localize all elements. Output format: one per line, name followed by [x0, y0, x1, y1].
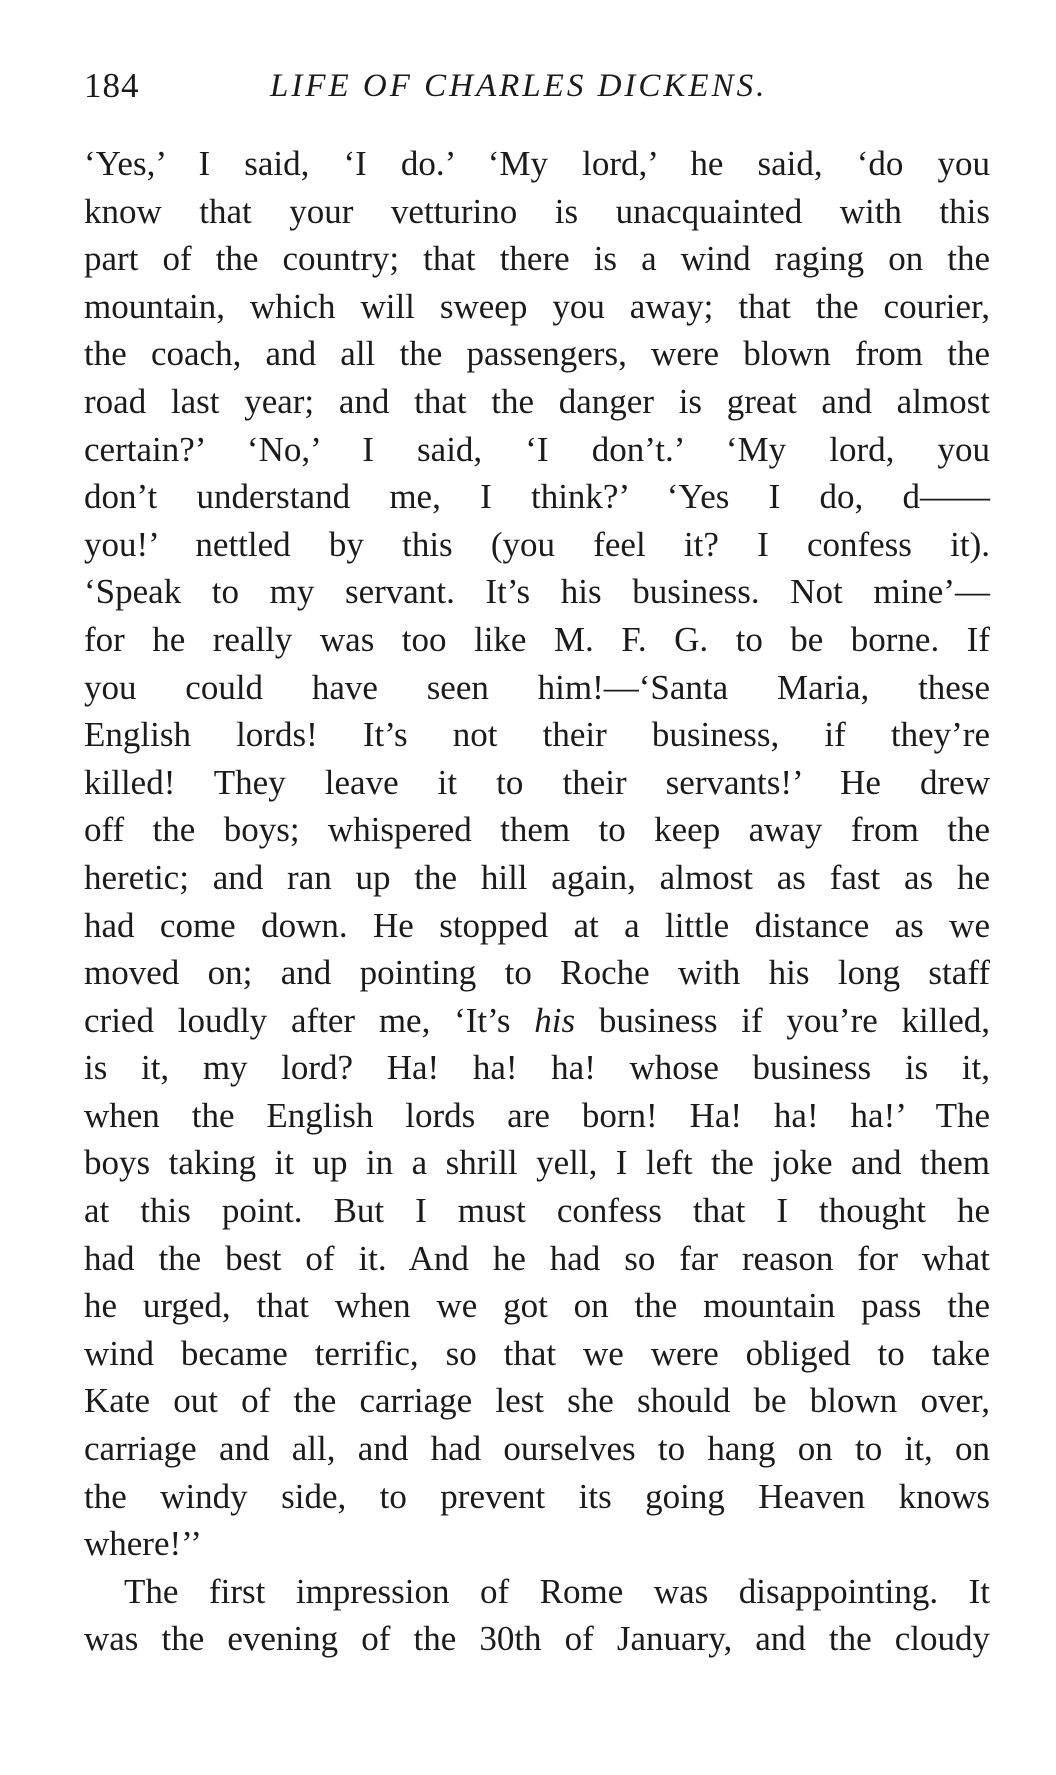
text-line: heretic; and ran up the hill again, almost as fast as he	[84, 857, 990, 897]
text-line: was the evening of the 30th of January, and the cloudy	[84, 1619, 990, 1659]
text-line: killed! They leave it to their servants!’ He drew	[84, 762, 990, 802]
text-line: moved on; and pointing to Roche with his long staff	[84, 953, 990, 993]
text-line: ‘Speak to my servant. It’s his business. Not mine’—	[84, 572, 990, 612]
text-line: wind became terrific, so that we were obliged to take	[84, 1333, 990, 1373]
text-line: carriage and all, and had ourselves to hang on to it, on	[84, 1429, 990, 1469]
text-line: don’t understand me, I think?’ ‘Yes I do, d——	[84, 477, 990, 517]
text-line: road last year; and that the danger is great and almost	[84, 381, 990, 421]
text-line: boys taking it up in a shrill yell, I left the joke and them	[84, 1143, 990, 1183]
body-text	[84, 140, 990, 1663]
text-line: is it, my lord? Ha! ha! ha! whose business is it,	[84, 1048, 990, 1088]
text-line: had come down. He stopped at a little distance as we	[84, 905, 990, 945]
text-line: know that your vetturino is unacquainted with this	[84, 191, 990, 231]
running-head	[84, 62, 984, 110]
text-line: you!’ nettled by this (you feel it? I confess it).	[84, 524, 990, 564]
text-segment: business if you’re killed,	[575, 1000, 990, 1040]
page-number: 184	[84, 66, 140, 105]
text-line: English lords! It’s not their business, if they’re	[84, 715, 990, 755]
text-line: when the English lords are born! Ha! ha! ha!’ The	[84, 1095, 990, 1135]
text-line: the coach, and all the passengers, were blown from the	[84, 334, 990, 374]
text-line: part of the country; that there is a wind raging on the	[84, 239, 990, 279]
text-line: you could have seen him!—‘Santa Maria, these	[84, 667, 990, 707]
text-line: where!’’	[84, 1524, 202, 1564]
text-line: mountain, which will sweep you away; that the courier,	[84, 286, 990, 326]
text-line: he urged, that when we got on the mountain pass the	[84, 1286, 990, 1326]
italic-word: his	[534, 1000, 576, 1040]
running-title: LIFE OF CHARLES DICKENS.	[270, 68, 768, 104]
text-line: ‘Yes,’ I said, ‘I do.’ ‘My lord,’ he said, ‘do you	[84, 144, 990, 183]
text-line: off the boys; whispered them to keep away from the	[84, 810, 990, 850]
text-line: Kate out of the carriage lest she should be blown over,	[84, 1381, 990, 1421]
text-segment: cried loudly after me, ‘It’s	[84, 1000, 535, 1040]
text-line-with-italic	[84, 997, 990, 1045]
text-line: at this point. But I must confess that I thought he	[84, 1191, 990, 1231]
paragraph-1	[84, 140, 990, 1568]
paragraph-2	[84, 1568, 990, 1663]
text-line: for he really was too like M. F. G. to be borne. If	[84, 619, 990, 659]
text-line: The first impression of Rome was disappointing. It	[124, 1571, 990, 1611]
text-line: the windy side, to prevent its going Heaven knows	[84, 1476, 990, 1516]
text-line: had the best of it. And he had so far reason for what	[84, 1238, 990, 1278]
text-line: certain?’ ‘No,’ I said, ‘I don’t.’ ‘My lord, you	[84, 429, 990, 469]
